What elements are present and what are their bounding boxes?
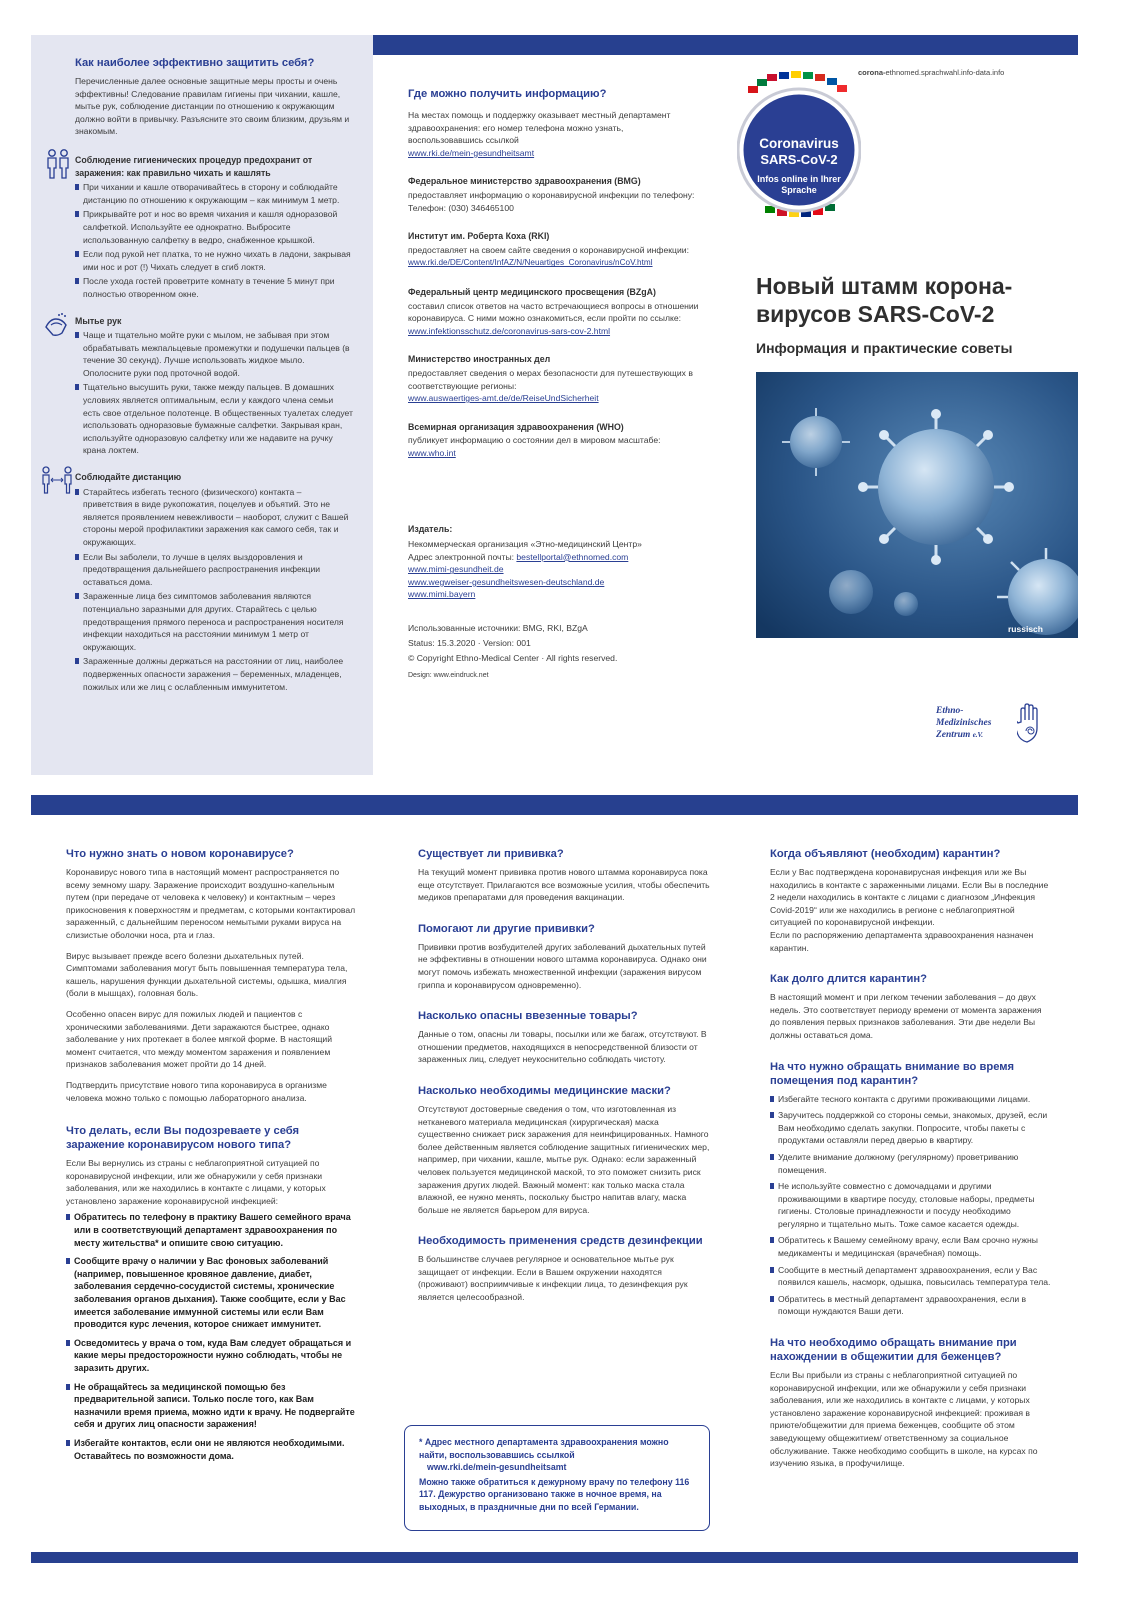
list-item: Осведомитесь у врача о том, куда Вам следует обращаться и какие меры предосторожности нужно соблюдать, чтобы не заразить других. xyxy=(66,1337,356,1375)
faq-section xyxy=(418,847,710,904)
status-text: Status: 15.3.2020 · Version: 001 xyxy=(408,638,531,649)
org-name: Институт им. Роберта Коха (RKI) xyxy=(408,231,550,242)
basics-title: Что нужно знать о новом коронавирусе? xyxy=(66,848,294,860)
local-info-text: На местах помощь и поддержку оказывает местный департамент здравоохранения: его номер телефона можно узнать, воспользовавшись ссылкой xyxy=(408,110,671,146)
quarantine-rules-list xyxy=(770,1093,1052,1319)
info-sources-column xyxy=(408,87,700,683)
cover-title-line2: вирусов SARS-CoV-2 xyxy=(756,301,995,327)
badge-line2: SARS-CoV-2 xyxy=(760,152,838,167)
publisher-email-link[interactable]: bestellportal@ethnomed.com xyxy=(516,551,629,562)
list-item: Старайтесь избегать тесного (физического) контакта – приветствия в виде рукопожатия, поцелуев и объятий. Это не является проявлением невежливости – наоборот, служит с Вашей стороны мерой профилактики заражения как самого себя, так и окружающих. xyxy=(75,486,353,549)
org-block xyxy=(408,353,700,404)
list-item: Обратитесь по телефону в практику Вашего семейного врача или в соответствующий департамент здравоохранения по месту жительства* и опишите свою ситуацию. xyxy=(66,1211,356,1249)
faq-title: Существует ли прививка? xyxy=(418,848,564,860)
faq-section xyxy=(418,1234,710,1303)
basics-paragraph: Коронавирус нового типа в настоящий момент распространяется по всему земному шару. Заражение происходит воздушно-капельным путем (при передаче от человека к человеку) и контактным – через прикосновения к поверхностям и предметам, с которыми контактировал зараженный, с дальнейшим переносом немытыми руками вируса на слизистые оболочки носа, рта и глаз. xyxy=(66,867,356,940)
list-item: Не обращайтесь за медицинской помощью без предварительной записи. Только после того, как Вам назначили время приема, можно идти к врачу. Не подвергайте себя и других лиц опасности заражения! xyxy=(66,1381,356,1431)
quarantine-duration-title: Как долго длится карантин? xyxy=(770,973,927,986)
copyright-text: © Copyright Ethno-Medical Center · All rights reserved. xyxy=(408,653,618,664)
faq-title: Насколько опасны ввезенные товары? xyxy=(418,1010,638,1023)
org-text: предоставляет на своем сайте сведения о коронавирусной инфекции: xyxy=(408,244,689,255)
list-item: Уделите внимание должному (регулярному) проветриванию помещения. xyxy=(770,1151,1052,1176)
quarantine-duration-text: В настоящий момент и при легком течении заболевания – до двух недель. Это соответствует периоду времени от момента заражения до появления первых признаков заболевания. Эти две недели Вы должны оставаться дома. xyxy=(770,992,1042,1040)
list-item: Прикрывайте рот и нос во время чихания и кашля одноразовой салфеткой. Используйте ее однократно. Выбросите использованную салфетку в ведро, снабженное крышкой. xyxy=(75,208,353,246)
footnote-box xyxy=(404,1425,710,1531)
org-name: Федеральное министерство здравоохранения (BMG) xyxy=(408,176,641,187)
logo-line3-row xyxy=(936,729,991,741)
protection-column xyxy=(75,56,353,695)
faq-section xyxy=(418,1084,710,1216)
hand-spiral-icon xyxy=(1017,702,1043,744)
handwash-heading: Мытье рук xyxy=(75,315,122,326)
org-text: предоставляет сведения о мерах безопасности для путешествующих в соответствующие регионы: xyxy=(408,367,693,391)
logo-suffix: e.V. xyxy=(972,731,984,739)
org-name: Федеральный центр медицинского просвещения (BZgA) xyxy=(408,286,656,297)
coronavirus-image xyxy=(756,372,1078,638)
footnote-line1: * Адрес местного департамента здравоохранения можно найти, воспользовавшись ссылкой xyxy=(419,1437,669,1460)
handwash-list xyxy=(75,329,353,457)
local-info-link[interactable]: www.rki.de/mein-gesundheitsamt xyxy=(408,147,535,158)
org-block xyxy=(408,286,700,337)
cover-website-rest: ethnomed.sprachwahl.info-data.info xyxy=(885,68,1005,77)
faq-text: В большинстве случаев регулярное и основательное мытье рук защищает от инфекции. Если в Вашем окружении находятся (проживают) восприимчивые к инфекции лица, то дезинфекция рук является целесообразной. xyxy=(418,1254,688,1303)
org-link[interactable]: www.infektionsschutz.de/coronavirus-sars-cov-2.html xyxy=(408,325,611,336)
design-credit: Design: www.eindruck.net xyxy=(408,672,489,680)
org-name: Министерство иностранных дел xyxy=(408,354,551,365)
quarantine-paragraph: Если у Вас подтверждена коронавирусная инфекция или же Вы находились в контакте с зараженными лицами. Если Вы в последние 2 недели находились в контакте с лицами с диагнозом „Инфекция Covid-2019“ или же находились в регионе с неблагоприятной ситуацией по коронавирусной инфекции. xyxy=(770,867,1049,928)
suspicion-title: Что делать, если Вы подозреваете у себя заражение коронавирусом нового типа? xyxy=(66,1125,300,1152)
protection-title: Как наиболее эффективно защитить себя? xyxy=(75,57,315,69)
top-blue-bar xyxy=(373,35,1078,55)
org-link[interactable]: www.rki.de/DE/Content/InfAZ/N/Neuartiges_Coronavirus/nCoV.html xyxy=(408,258,653,268)
publisher-label: Издатель: xyxy=(408,524,453,535)
vaccination-column xyxy=(418,847,710,1322)
coronavirus-badge xyxy=(737,70,861,222)
list-item: Если Вы заболели, то лучше в целях выздоровления и предотвращения дальнейшего распространения инфекции оставаться дома. xyxy=(75,551,353,589)
faq-text: Прививки против возбудителей других заболеваний дыхательных путей не эффективны в отношении нового штамма коронавируса. Однако они могут помочь избежать множественной инфекции (заражения вирусом гриппа и коронавирусом одновременно). xyxy=(418,941,707,990)
quarantine-when-title: Когда объявляют (необходим) карантин? xyxy=(770,848,1001,860)
footnote-line2: Можно также обратиться к дежурному врачу по телефону 116 117. Дежурство организовано также в ночное время, на выходных, в праздничные дни по всей Германии. xyxy=(419,1476,690,1512)
list-item: Избегайте контактов, если они не являются необходимыми. Оставайтесь по возможности дома. xyxy=(66,1437,356,1462)
list-item: Если под рукой нет платка, то не нужно чихать в ладони, закрывая ими нос и рот (!) Чихать следует в сгиб локтя. xyxy=(75,248,353,273)
org-block xyxy=(408,421,700,460)
publisher-email-row xyxy=(408,551,700,564)
cover-language: russisch xyxy=(1008,624,1043,634)
org-text: составил список ответов на часто встречающиеся вопросы в отношении коронавируса. С ними можно ознакомиться, если пройти по ссылке: xyxy=(408,300,699,324)
distance-people-icon xyxy=(41,465,73,495)
badge-line1: Coronavirus xyxy=(759,136,839,151)
coronavirus-basics-column xyxy=(66,847,356,1468)
faq-text: Данные о том, опасны ли товары, посылки или же багаж, отсутствуют. В отношении предметов, находящихся в непосредственной близости от зараженных лиц, следует неукоснительно соблюдать чистоту. xyxy=(418,1029,707,1065)
logo-line3: Zentrum xyxy=(936,730,971,740)
publisher-link[interactable]: www.wegweiser-gesundheitswesen-deutschland.de xyxy=(408,576,605,587)
hygiene-list xyxy=(75,181,353,300)
handwash-block xyxy=(75,315,353,458)
imprint-block xyxy=(408,621,700,683)
org-link[interactable]: www.who.int xyxy=(408,447,456,458)
list-item: Не используйте совместно с домочадцами и другими проживающими в квартире посуду, столовые наборы, предметы гигиены. Столовые принадлежности и посуду необходимо регулярно и тщательно мыть. Тоже самое касается одежды. xyxy=(770,1180,1052,1230)
faq-section xyxy=(418,1009,710,1066)
list-item: Обратитесь в местный департамент здравоохранения, если в помощи нуждаются Ваши дети. xyxy=(770,1293,1052,1318)
cover-subtitle: Информация и практические советы xyxy=(756,340,1013,356)
hygiene-block xyxy=(75,154,353,301)
list-item: Заручитесь поддержкой со стороны семьи, знакомых, друзей, если Вам необходимо сделать закупки. Попросите, чтобы пакеты с продуктами оставляли перед дверью в квартиру. xyxy=(770,1109,1052,1147)
local-info-block xyxy=(408,109,700,159)
logo-line2: Medizinisches xyxy=(936,718,992,728)
ethno-logo xyxy=(936,705,991,741)
info-sources-title: Где можно получить информацию? xyxy=(408,88,607,100)
publisher-link[interactable]: www.mimi.bayern xyxy=(408,589,476,600)
bottom-footer-bar xyxy=(31,1552,1078,1563)
org-block xyxy=(408,175,700,214)
distance-heading: Соблюдайте дистанцию xyxy=(75,472,182,483)
publisher-link[interactable]: www.mimi-gesundheit.de xyxy=(408,564,504,575)
person-sneeze-icon xyxy=(45,148,71,180)
virus-particle-large xyxy=(858,409,1014,565)
bottom-top-bar xyxy=(31,795,1078,815)
quarantine-paragraph: Если по распоряжению департамента здравоохранения назначен карантин. xyxy=(770,929,1034,953)
org-block xyxy=(408,230,700,270)
cover-website xyxy=(858,68,1004,77)
faq-title: Необходимость применения средств дезинфекции xyxy=(418,1235,703,1248)
logo-line1: Ethno- xyxy=(936,706,964,716)
suspicion-intro: Если Вы вернулись из страны с неблагоприятной ситуацией по коронавирусной инфекции, или же обнаружили у себя признаки заболевания, или же находились в контакте с лицами, у которых установлено заражение коронавирусной инфекцией: xyxy=(66,1158,326,1206)
distance-block xyxy=(75,471,353,693)
org-link[interactable]: www.auswaertiges-amt.de/de/ReiseUndSicherheit xyxy=(408,393,599,404)
org-text: публикует информацию о состоянии дел в мировом масштабе: xyxy=(408,435,661,446)
faq-text: Отсутствуют достоверные сведения о том, что изготовленная из нетканевого материала медицинская (хирургическая) маска существенно снижает риск заражения для неинфицированных. Намного более действенным является соблюдение защитных гигиенических мер, например, при чихании, кашле, мытье рук. Однако: если зараженный человек пользуется медицинской маской, то это поможет снизить риск заражения других людей. Важный момент: как только маска стала влажной, ее нужно менять, поскольку быстро напитав влагу, маска больше не является барьером для вируса. xyxy=(418,1103,710,1215)
org-name: Всемирная организация здравоохранения (WHO) xyxy=(408,421,624,432)
quarantine-column xyxy=(770,847,1052,1478)
publisher-email-label: Адрес электронной почты: xyxy=(408,551,515,562)
list-item: Избегайте тесного контакта с другими проживающими лицами. xyxy=(770,1093,1052,1106)
org-phone: Телефон: (030) 346465100 xyxy=(408,202,514,213)
basics-paragraph: Вирус вызывает прежде всего болезни дыхательных путей. Симптомами заболевания могут быть повышенная температура тела, кашель, нарушения функции дыхательной системы, одышка, миалгия (боли в мышцах), головная боль. xyxy=(66,950,348,999)
hand-wash-icon xyxy=(43,311,71,337)
publisher-org: Некоммерческая организация «Этно-медицинский Центр» xyxy=(408,539,642,550)
cover-title-line1: Новый штамм корона- xyxy=(756,273,1013,299)
footnote-link[interactable]: www.rki.de/mein-gesundheitsamt xyxy=(427,1462,567,1473)
list-item: Обратитесь к Вашему семейному врачу, если Вам срочно нужны медикаменты и медицинская (врачебная) помощь. xyxy=(770,1234,1052,1259)
publisher-block xyxy=(408,523,700,601)
faq-title: Помогают ли другие прививки? xyxy=(418,922,595,935)
distance-list xyxy=(75,486,353,694)
faq-section xyxy=(418,922,710,991)
list-item: Сообщите в местный департамент здравоохранения, если у Вас появился кашель, насморк, одышка, повысилась температура тела. xyxy=(770,1264,1052,1289)
list-item: Чаще и тщательно мойте руки с мылом, не забывая при этом обрабатывать межпальцевые промежутки и подушечки пальцев (в течение 30 секунд). Лучше использовать жидкое мыло. Ополосните руки под проточной водой. xyxy=(75,329,353,379)
hygiene-heading: Соблюдение гигиенических процедур предохранит от заражения: как правильно чихать и кашлять xyxy=(75,154,313,178)
org-text: предоставляет информацию о коронавирусной инфекции по телефону: xyxy=(408,189,695,200)
refugee-title: На что необходимо обращать внимание при нахождении в общежитии для беженцев? xyxy=(770,1337,1017,1364)
cover-website-prefix: corona- xyxy=(858,68,886,77)
list-item: При чихании и кашле отворачивайтесь в сторону и соблюдайте дистанцию по отношению к окружающим – как минимум 1 метр. xyxy=(75,181,353,206)
basics-paragraph: Особенно опасен вирус для пожилых людей и пациентов с хроническими заболеваниями. Дети заражаются быстрее, однако заболевание у них протекает в более мягкой форме. В настоящий момент считается, что между моментом заражения и появлением признаков заболевания может пройти до 14 дней. xyxy=(66,1008,333,1070)
quarantine-rules-title: На что нужно обращать внимание во время помещения под карантин? xyxy=(770,1060,1015,1087)
badge-line3: Infos online in Ihrer xyxy=(757,174,841,184)
list-item: Сообщите врачу о наличии у Вас фоновых заболеваний (например, повышенное кровяное давление, диабет, заболевания сердечно-сосудистой системы, хронические заболевания органов дыхания). Также сообщите, если у Вас имеется заболевание иммунной системы или если Вам проводится курс лечения, которое снижает иммунитет. xyxy=(66,1255,356,1331)
faq-title: Насколько необходимы медицинские маски? xyxy=(418,1084,671,1097)
list-item: Зараженные должны держаться на расстоянии от лиц, наиболее подверженных опасности заражения – беременных, младенцев, пожилых или же лиц с ослабленным иммунитетом. xyxy=(75,655,353,693)
list-item: После ухода гостей проветрите комнату в течение 5 минут при полностью отворенном окне. xyxy=(75,275,353,300)
list-item: Тщательно высушить руки, также между пальцев. В домашних условиях является оптимальным, если у каждого члена семьи есть свое отдельное полотенце. В общественных туалетах следует использовать одноразовые бумажные салфетки. Закрывая кран, используйте одноразовую салфетку или же надавите на ручку крана локтем. xyxy=(75,381,353,457)
protection-intro: Перечисленные далее основные защитные меры просты и очень эффективны! Следование правилам гигиены при чихании, кашле, мытье рук, соблюдение дистанции по отношению к окружающим должно войти в привычку. Разъясните это своим близким, друзьям и знакомым. xyxy=(75,76,350,137)
basics-paragraph: Подтвердить присутствие нового типа коронавируса в организме человека можно только с помощью лабораторного анализа. xyxy=(66,1079,327,1103)
badge-line4: Sprache xyxy=(781,185,817,195)
suspicion-list xyxy=(66,1211,356,1462)
sources-text: Использованные источники: BMG, RKI, BZgA xyxy=(408,623,588,634)
refugee-text: Если Вы прибыли из страны с неблагоприятной ситуацией по коронавирусной инфекции, или же обнаружили у себя признаки заболевания, или же находились в контакте с лицами, у которых установлено заражение коронавирусной инфекцией: проживая в приюте/общежитии для приема беженцев, сообщите об этом заведующему общежитием/ ответственному за социальное обслуживание. Также необходимо сообщить в школе, на курсах по изучению языка, в профучилище. xyxy=(770,1370,1038,1469)
list-item: Зараженные лица без симптомов заболевания являются потенциально заразными для других. Старайтесь с целью предотвращения прямого переноса и распространения носителя инфекции находиться на расстоянии минимум 1 метр от окружающих. xyxy=(75,590,353,653)
faq-text: На текущий момент прививка против нового штамма коронавируса пока еще отсутствует. Прилагаются все возможные усилия, чтобы обеспечить медиков препаратами для проведения вакцинации. xyxy=(418,867,710,903)
cover-title xyxy=(756,272,1076,328)
